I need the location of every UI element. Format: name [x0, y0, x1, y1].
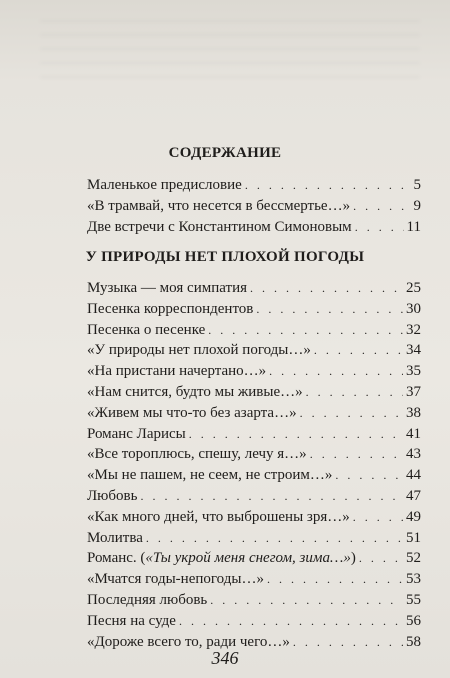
- toc-entry-title: «Мчатся годы-непогоды…»: [87, 571, 264, 588]
- dot-leader: [355, 217, 404, 238]
- toc-entry: [87, 196, 421, 217]
- toc-entry-title: Маленькое предисловие: [87, 177, 242, 193]
- toc-entry-title: Песенка о песенке: [87, 321, 206, 338]
- toc-entry-title: «В трамвай, что несется в бессмертье…»: [87, 197, 351, 214]
- toc-entry: [87, 175, 421, 196]
- toc-entry: [87, 590, 421, 611]
- toc-entry: [87, 548, 421, 569]
- toc-entry-title: «Живем мы что-то без азарта…»: [87, 404, 297, 421]
- dot-leader: [310, 444, 403, 465]
- toc-entry: [87, 424, 421, 445]
- toc-entry-title: Молитва: [87, 529, 143, 546]
- toc-list-songs: [87, 278, 421, 652]
- toc-entry-page: 37: [406, 383, 421, 400]
- dot-leader: [256, 299, 403, 320]
- toc-entry-title: [87, 548, 356, 569]
- toc-entry-page: 38: [406, 404, 421, 421]
- toc-entry: [87, 382, 421, 403]
- toc-entry-title-suffix: ): [350, 550, 356, 567]
- toc-entry: [87, 486, 421, 507]
- dot-leader: [353, 196, 410, 217]
- toc-entry-title: Романс Ларисы: [87, 425, 186, 442]
- toc-entry-title-italic: «Ты укрой меня снегом, зима…»: [145, 550, 351, 567]
- dot-leader: [300, 403, 403, 424]
- toc-entry-page: 9: [413, 197, 421, 214]
- toc-entry: [87, 465, 421, 486]
- section-heading: У ПРИРОДЫ НЕТ ПЛОХОЙ ПОГОДЫ: [85, 249, 365, 265]
- dot-leader: [208, 320, 403, 341]
- toc-entry: [87, 569, 421, 590]
- page-number: 346: [211, 648, 239, 668]
- toc-entry-page: 11: [406, 218, 421, 235]
- toc-entry-page: 30: [406, 300, 421, 317]
- toc-entry: [87, 361, 421, 382]
- dot-leader: [146, 528, 403, 549]
- toc-entry-page: 43: [406, 446, 421, 463]
- toc-entry-page: 47: [406, 487, 421, 504]
- dot-leader: [245, 175, 411, 196]
- toc-entry-page: 55: [406, 591, 421, 608]
- dot-leader: [267, 569, 403, 590]
- toc-entry-title: Музыка — моя симпатия: [87, 280, 247, 296]
- dot-leader: [250, 278, 403, 299]
- toc-entry-page: 44: [406, 467, 421, 484]
- toc-entry: [87, 507, 421, 528]
- toc-entry-page: 32: [406, 321, 421, 338]
- toc-entry: [87, 611, 421, 632]
- toc-entry: [87, 403, 421, 424]
- toc-entry-title: «Нам снится, будто мы живые…»: [87, 383, 303, 400]
- dot-leader: [314, 340, 403, 361]
- dot-leader: [359, 548, 403, 569]
- toc-entry-title-prefix: Романс. (: [87, 550, 146, 567]
- toc-entry-page: 25: [406, 280, 421, 296]
- toc-entry-page: 49: [406, 508, 421, 525]
- dot-leader: [269, 361, 403, 382]
- toc-entry-title: «У природы нет плохой погоды…»: [87, 342, 311, 359]
- toc-entry-page: 53: [406, 571, 421, 588]
- toc-entry-title: Песня на суде: [87, 612, 176, 629]
- toc-list-intro: [87, 175, 421, 237]
- dot-leader: [189, 424, 403, 445]
- toc-entry: [87, 299, 421, 320]
- toc-entry: [87, 444, 421, 465]
- toc-entry-page: 5: [413, 177, 421, 193]
- dot-leader: [353, 507, 403, 528]
- toc-entry-page: 58: [406, 633, 421, 650]
- show-through-text: [40, 20, 420, 80]
- toc-entry-page: 41: [406, 425, 421, 442]
- toc-entry-title: Последняя любовь: [87, 591, 208, 608]
- toc-entry-page: 56: [406, 612, 421, 629]
- toc-entry: [87, 528, 421, 549]
- toc-entry-title: «На пристани начертано…»: [87, 363, 267, 380]
- toc-entry-page: 51: [406, 529, 421, 546]
- toc-entry: [87, 217, 421, 238]
- dot-leader: [210, 590, 403, 611]
- toc-entry-title: Песенка корреспондентов: [87, 300, 254, 317]
- toc-entry-title: «Все тороплюсь, спешу, лечу я…»: [87, 446, 307, 463]
- toc-entry-page: 35: [406, 363, 421, 380]
- contents-heading: СОДЕРЖАНИЕ: [168, 145, 282, 161]
- dot-leader: [335, 465, 403, 486]
- toc-entry-title: «Мы не пашем, не сеем, не строим…»: [87, 467, 333, 484]
- toc-entry-title: «Как много дней, что выброшены зря…»: [87, 508, 350, 525]
- dot-leader: [306, 382, 403, 403]
- toc-entry-title: Две встречи с Константином Симоновым: [87, 218, 352, 235]
- toc-entry-page: 52: [406, 550, 421, 567]
- dot-leader: [140, 486, 403, 507]
- toc-entry: [87, 340, 421, 361]
- toc-entry: [87, 278, 421, 299]
- toc-entry-title: «Дороже всего то, ради чего…»: [87, 633, 290, 650]
- dot-leader: [179, 611, 403, 632]
- toc-entry: [87, 320, 421, 341]
- toc-entry-page: 34: [406, 342, 421, 359]
- toc-entry-title: Любовь: [87, 487, 138, 504]
